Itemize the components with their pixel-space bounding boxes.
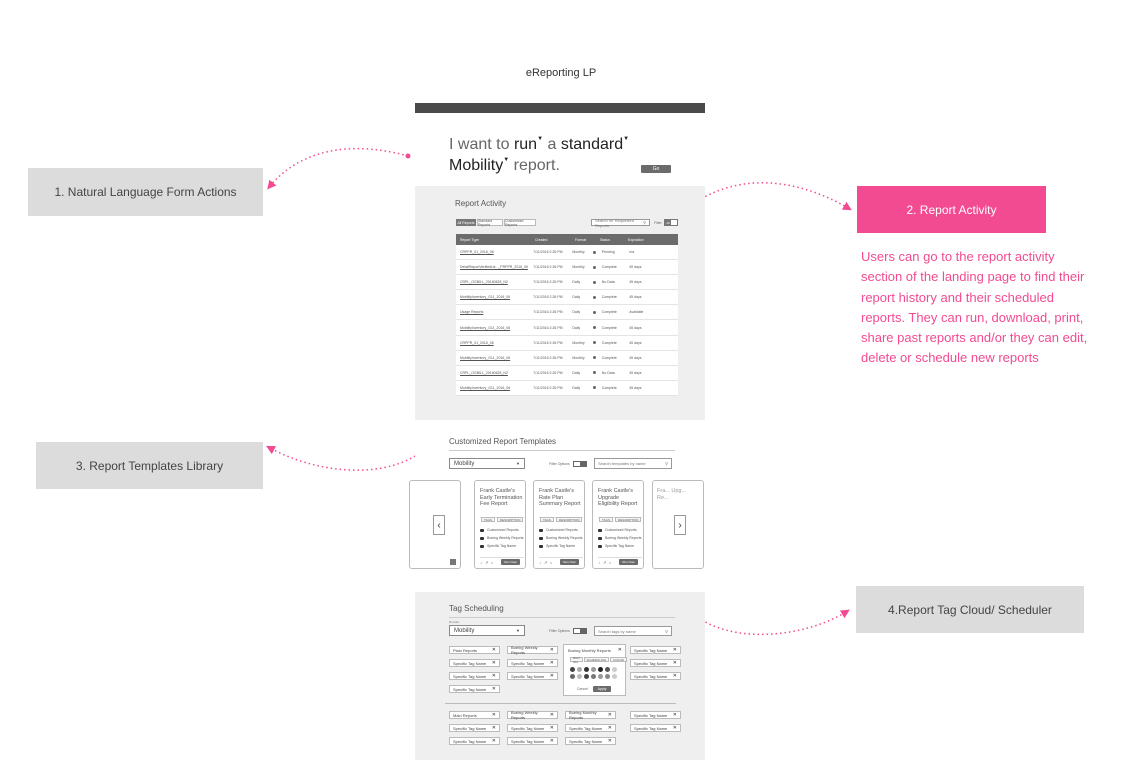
table-cell[interactable]: CRPL_OGBILL_20160628_N2 <box>460 280 508 285</box>
tag-divider <box>449 617 675 618</box>
download-icon[interactable]: ↓ <box>598 560 600 565</box>
table-cell: 45 days <box>629 265 642 270</box>
popup-tag-name: Boeing Monthly Reports ✕ <box>565 646 625 654</box>
run-now-button[interactable]: Run Now <box>501 559 520 565</box>
callout-natural-language: 1. Natural Language Form Actions <box>28 168 263 216</box>
table-cell: Available <box>629 310 644 315</box>
table-cell: Daily <box>572 325 581 330</box>
more-icon[interactable]: • <box>609 560 611 565</box>
tag-section-divider <box>445 703 676 704</box>
close-icon[interactable]: ✕ <box>549 725 554 731</box>
table-row[interactable] <box>456 245 678 260</box>
status-dot-icon <box>593 386 596 389</box>
chip-tags[interactable]: TAGS <box>599 517 613 522</box>
nl-article: a <box>547 136 557 153</box>
top-bar <box>415 103 705 113</box>
search-icon: ⚲ <box>665 628 668 634</box>
share-icon[interactable]: ↗ <box>603 560 607 565</box>
tag-chip[interactable]: Specific Tag Name ✕ <box>630 724 681 732</box>
table-cell: 7/11/2016 2:26 PM <box>533 325 563 330</box>
card-tag-item: Customized Reports <box>480 528 524 532</box>
tag-category-value: Mobility <box>454 627 475 634</box>
table-cell: 7/11/2016 2:26 PM <box>533 340 563 345</box>
caret-down-icon: ▼ <box>537 136 544 142</box>
close-icon[interactable]: ✕ <box>549 647 554 653</box>
arrow-2 <box>690 183 848 208</box>
status-dot-icon <box>593 296 596 299</box>
arrow-1 <box>270 149 408 186</box>
card-tag-item: Boeing Weekly Reports <box>598 536 642 540</box>
close-icon[interactable]: ✕ <box>491 660 496 666</box>
arrow-3 <box>270 448 426 470</box>
templates-search-input[interactable] <box>594 458 672 469</box>
tag-icon <box>539 537 543 540</box>
table-row[interactable] <box>456 381 678 396</box>
col-report-type[interactable]: Report Type <box>460 237 480 242</box>
tag-chip[interactable]: Specific Tag Name ✕ <box>630 646 681 654</box>
close-icon[interactable]: ✕ <box>549 673 554 679</box>
table-cell: n/a <box>629 250 635 255</box>
card-tag-item: Customized Reports <box>539 528 583 532</box>
template-card[interactable] <box>533 480 585 569</box>
card-actions <box>480 560 493 565</box>
templates-category-select[interactable] <box>449 458 525 469</box>
chevron-right-icon[interactable]: › <box>674 515 686 535</box>
tag-chip[interactable]: Specific Tag Name ✕ <box>565 724 616 732</box>
tag-chip[interactable]: Specific Tag Name ✕ <box>449 659 500 667</box>
table-cell: 7/11/2016 2:26 PM <box>533 250 563 255</box>
table-cell[interactable]: DetailReportVerifiedUs..._PRPPR_2016_06 <box>460 265 528 270</box>
templates-filter-label: Filter Options <box>549 462 570 466</box>
tag-chip[interactable]: Specific Tag Name ✕ <box>507 724 558 732</box>
table-cell: Monthly <box>572 265 585 270</box>
close-icon[interactable]: ✕ <box>491 686 496 692</box>
share-icon[interactable]: ↗ <box>544 560 548 565</box>
template-card-title: Frank Castle's Upgrade Eligibility Report <box>598 488 638 507</box>
tag-chip[interactable]: Specific Tag Name ✕ <box>630 711 681 719</box>
table-row[interactable] <box>456 290 678 305</box>
nl-form-line-2 <box>449 157 560 175</box>
col-status[interactable]: Status <box>600 237 610 242</box>
tag-scheduling-title: Tag Scheduling <box>449 604 504 613</box>
table-cell: Monthly <box>572 355 585 360</box>
close-icon[interactable]: ✕ <box>491 673 496 679</box>
table-cell: 45 days <box>629 295 642 300</box>
tag-search-placeholder: Search tags by name <box>598 628 636 634</box>
table-cell: No Data <box>601 280 615 285</box>
caret-down-icon: ▼ <box>516 628 520 633</box>
table-cell: Daily <box>572 385 581 390</box>
download-icon[interactable]: ↓ <box>539 560 541 565</box>
col-format[interactable]: Format <box>575 237 587 242</box>
filter-label: Filter <box>654 221 662 225</box>
tag-icon <box>539 529 543 532</box>
close-icon[interactable]: ✕ <box>549 738 554 744</box>
table-cell: 45 days <box>629 325 642 330</box>
report-search-placeholder: Search for Requested Reports <box>595 217 634 228</box>
tag-chip[interactable]: Specific Tag Name ✕ <box>449 724 500 732</box>
tag-chip[interactable]: Specific Tag Name ✕ <box>630 659 681 667</box>
table-row[interactable] <box>456 336 678 351</box>
chip-description[interactable]: DESCRIPTION <box>615 517 642 522</box>
tag-chip[interactable]: Specific Tag Name ✕ <box>565 737 616 745</box>
swatch[interactable] <box>591 674 596 679</box>
status-dot-icon <box>593 356 596 359</box>
table-cell[interactable]: MobilityInventory_G11_2016_06 <box>460 295 511 300</box>
swatch[interactable] <box>591 667 596 672</box>
tag-chip[interactable]: Specific Tag Name ✕ <box>507 672 558 680</box>
tag-icon <box>598 537 602 540</box>
col-expiration[interactable]: Expiration <box>628 237 644 242</box>
swatch[interactable] <box>605 667 610 672</box>
table-cell: 7/11/2016 2:26 PM <box>533 385 563 390</box>
table-cell[interactable]: CRPPR_01_2016_06 <box>460 340 494 345</box>
report-activity-description: Users can go to the report activity section of the landing page to find their report history and their scheduled reports. They can run, download, print, share past reports and/or they can edit, delete or schedule new reports <box>861 249 1088 366</box>
popup-tab-run-all[interactable]: RUN ALL <box>570 657 583 662</box>
close-icon[interactable]: ✕ <box>607 738 612 744</box>
tag-filter-label: Filter Options <box>549 629 570 633</box>
swatch[interactable] <box>612 674 617 679</box>
run-now-button[interactable]: Run Now <box>560 559 579 565</box>
card-actions <box>598 560 611 565</box>
nl-suffix: report. <box>513 157 560 174</box>
card-tag-list <box>539 528 583 548</box>
table-cell: Monthly <box>572 340 585 345</box>
nl-prefix: I want to <box>449 136 510 153</box>
status-dot-icon <box>593 266 596 269</box>
table-cell: No Data <box>601 370 615 375</box>
popup-tabs <box>570 657 627 662</box>
swatch[interactable] <box>570 667 575 672</box>
swatch[interactable] <box>598 674 603 679</box>
run-now-button[interactable]: Run Now <box>619 559 638 565</box>
caret-down-icon: ▼ <box>623 136 630 142</box>
more-icon[interactable]: • <box>491 560 493 565</box>
page-title: eReporting LP <box>525 67 597 79</box>
table-cell: 7/11/2016 2:26 PM <box>533 310 563 315</box>
nl-form-line-1 <box>449 136 629 154</box>
status-dot-icon <box>593 281 596 284</box>
tag-chip[interactable]: Specific Tag Name ✕ <box>630 672 681 680</box>
table-cell: 45 days <box>629 280 642 285</box>
tag-popup <box>563 644 626 696</box>
table-cell: 45 days <box>629 370 642 375</box>
card-tag-item: Specific Tag Name <box>539 544 583 548</box>
close-icon[interactable]: ✕ <box>672 660 677 666</box>
table-cell: Complete <box>601 340 617 345</box>
table-cell: Daily <box>572 280 581 285</box>
popup-tab-color[interactable]: COLOR <box>610 657 627 662</box>
report-table-header <box>456 234 678 245</box>
swatch[interactable] <box>577 674 582 679</box>
popup-apply-button[interactable]: Apply <box>593 686 611 692</box>
templates-divider <box>449 450 675 451</box>
table-row[interactable] <box>456 275 678 290</box>
search-icon: ⚲ <box>643 220 646 225</box>
status-dot-icon <box>593 251 596 254</box>
table-cell: 45 days <box>629 340 642 345</box>
table-cell: 7/11/2016 2:26 PM <box>533 370 563 375</box>
table-cell: Daily <box>572 370 581 375</box>
table-cell: Complete <box>601 295 617 300</box>
table-cell: 7/11/2016 2:26 PM <box>533 280 563 285</box>
swatch[interactable] <box>570 674 575 679</box>
nl-verb-select[interactable]: run▼ <box>513 136 544 153</box>
tag-icon <box>539 545 543 548</box>
chip-description[interactable]: DESCRIPTION <box>497 517 524 522</box>
table-cell: 45 days <box>629 385 642 390</box>
more-icon[interactable]: • <box>550 560 552 565</box>
card-tag-item: Specific Tag Name <box>480 544 524 548</box>
tab-customized-reports[interactable]: Customized Reports <box>504 219 536 226</box>
tag-chip[interactable]: Boeing Weekly Reports ✕ <box>507 711 558 719</box>
card-chips <box>481 517 523 522</box>
card-chips <box>540 517 582 522</box>
callout-tag-cloud: 4.Report Tag Cloud/ Scheduler <box>856 586 1084 633</box>
tab-standard-reports[interactable]: Standard Reports <box>477 219 503 226</box>
tag-chip[interactable]: Main Reports ✕ <box>449 711 500 719</box>
partial-card-title: Fra... Upg... Re... <box>657 488 687 501</box>
table-cell: Monthly <box>572 250 585 255</box>
tag-chip[interactable]: Plain Reports ✕ <box>449 646 500 654</box>
table-cell: Complete <box>601 355 617 360</box>
nl-type-select[interactable]: standard▼ <box>560 136 630 153</box>
color-swatches <box>570 667 620 679</box>
tag-chip[interactable]: Specific Tag Name ✕ <box>507 737 558 745</box>
report-search-input[interactable] <box>591 219 650 226</box>
filter-toggle[interactable] <box>664 219 678 226</box>
template-card-title: Frank Castle's Rate Plan Summary Report <box>539 488 581 507</box>
tag-icon <box>480 537 484 540</box>
table-cell: Daily <box>572 310 581 315</box>
tag-search-input[interactable] <box>594 626 672 636</box>
table-row[interactable] <box>456 320 678 335</box>
table-cell[interactable]: CRPPR_01_2016_06 <box>460 250 494 255</box>
swatch[interactable] <box>584 674 589 679</box>
nl-category-select[interactable]: Mobility▼ <box>449 157 510 174</box>
filter-value: All <box>666 220 670 225</box>
templates-filter-toggle[interactable] <box>573 461 587 467</box>
swatch[interactable] <box>577 667 582 672</box>
tag-chip[interactable]: Specific Tag Name ✕ <box>449 685 500 693</box>
table-cell: Complete <box>601 385 617 390</box>
col-created[interactable]: Created <box>535 237 548 242</box>
table-row[interactable] <box>456 351 678 366</box>
tag-filter-toggle[interactable] <box>573 628 587 634</box>
templates-title: Customized Report Templates <box>449 437 557 446</box>
table-cell[interactable]: CRPL_OGBILL_20160628_N2 <box>460 370 508 375</box>
template-cards <box>474 480 644 569</box>
close-icon[interactable]: ✕ <box>491 738 496 744</box>
close-icon[interactable]: ✕ <box>491 712 496 718</box>
close-icon[interactable]: ✕ <box>607 725 612 731</box>
template-card-title: Frank Castle's Early Termination Fee Report <box>480 488 523 507</box>
tag-cloud-bottom <box>449 711 689 751</box>
table-cell: Pending <box>601 250 615 255</box>
arrow-4 <box>688 608 846 634</box>
swatch[interactable] <box>598 667 603 672</box>
card-tag-item: Customized Reports <box>598 528 642 532</box>
popup-cancel[interactable]: Cancel <box>577 687 588 691</box>
download-icon[interactable]: ↓ <box>480 560 482 565</box>
chevron-left-icon[interactable]: ‹ <box>433 515 445 535</box>
close-icon[interactable]: ✕ <box>549 712 554 718</box>
table-cell[interactable]: MobilityInventory_G11_2016_06 <box>460 325 511 330</box>
caret-down-icon: ▼ <box>516 461 520 466</box>
card-tag-item: Boeing Weekly Reports <box>480 536 524 540</box>
table-cell: Complete <box>601 265 617 270</box>
table-cell: Daily <box>572 295 581 300</box>
table-cell: 7/11/2016 2:26 PM <box>533 265 563 270</box>
tag-icon <box>598 529 602 532</box>
table-cell[interactable]: MobilityInventory_G11_2016_06 <box>460 385 511 390</box>
tag-icon <box>480 545 484 548</box>
chip-description[interactable]: DESCRIPTION <box>556 517 583 522</box>
table-row[interactable] <box>456 305 678 320</box>
template-card[interactable] <box>474 480 526 569</box>
close-icon[interactable]: ✕ <box>672 712 677 718</box>
tag-icon <box>480 529 484 532</box>
status-dot-icon <box>593 341 596 344</box>
swatch[interactable] <box>605 674 610 679</box>
search-icon: ⚲ <box>665 461 668 466</box>
close-icon[interactable]: ✕ <box>491 725 496 731</box>
template-card[interactable] <box>592 480 644 569</box>
close-icon[interactable]: ✕ <box>672 673 677 679</box>
card-tag-item: Boeing Weekly Reports <box>539 536 583 540</box>
tag-chip[interactable]: Specific Tag Name ✕ <box>449 672 500 680</box>
close-icon[interactable]: ✕ <box>617 647 622 653</box>
callout-templates-library: 3. Report Templates Library <box>36 442 263 489</box>
table-row[interactable] <box>456 260 678 275</box>
swatch[interactable] <box>584 667 589 672</box>
card-tag-item: Specific Tag Name <box>598 544 642 548</box>
table-cell[interactable]: MobilityInventory_G11_2016_06 <box>460 355 511 360</box>
tag-chip[interactable]: Boeing Monthly Reports ✕ <box>565 711 616 719</box>
templates-category-value: Mobility <box>454 460 475 467</box>
chip-tags[interactable]: TAGS <box>540 517 554 522</box>
tag-chip[interactable]: Boeing Weekly Reports ✕ <box>507 646 558 654</box>
report-tabs <box>456 219 536 226</box>
close-icon[interactable]: ✕ <box>672 725 677 731</box>
chip-tags[interactable]: TAGS <box>481 517 495 522</box>
table-cell: Complete <box>601 310 617 315</box>
tab-all-reports[interactable]: All Reports <box>457 220 475 225</box>
card-actions <box>539 560 552 565</box>
tag-category-select[interactable] <box>449 625 525 636</box>
table-cell: 7/11/2016 2:26 PM <box>533 355 563 360</box>
table-cell: Complete <box>601 325 617 330</box>
go-button[interactable]: Go <box>641 165 671 173</box>
tag-small-label: Domain <box>449 620 460 624</box>
popup-tab-scheduling[interactable]: SCHEDULING <box>584 657 610 662</box>
table-cell: 45 days <box>629 355 642 360</box>
templates-search-placeholder: Search templates by name <box>598 461 646 466</box>
tag-chip[interactable]: Specific Tag Name ✕ <box>507 659 558 667</box>
status-dot-icon <box>593 326 596 329</box>
table-row[interactable] <box>456 366 678 381</box>
close-icon[interactable]: ✕ <box>491 647 496 653</box>
swatch[interactable] <box>612 667 617 672</box>
caret-down-icon: ▼ <box>503 157 510 163</box>
template-carousel <box>449 480 687 570</box>
report-table-body <box>456 245 678 396</box>
card-chips <box>599 517 641 522</box>
callout-report-activity: 2. Report Activity <box>857 186 1046 233</box>
status-dot-icon <box>593 371 596 374</box>
tag-icon <box>598 545 602 548</box>
close-icon[interactable]: ✕ <box>672 647 677 653</box>
report-activity-title: Report Activity <box>455 199 507 208</box>
close-icon[interactable]: ✕ <box>607 712 612 718</box>
table-cell: 7/11/2016 2:26 PM <box>533 295 563 300</box>
share-icon[interactable]: ↗ <box>485 560 489 565</box>
tag-chip[interactable]: Specific Tag Name ✕ <box>449 737 500 745</box>
status-dot-icon <box>593 311 596 314</box>
card-tag-list <box>598 528 642 548</box>
card-tag-list <box>480 528 524 548</box>
table-cell[interactable]: Usage Reports <box>460 310 484 315</box>
close-icon[interactable]: ✕ <box>549 660 554 666</box>
